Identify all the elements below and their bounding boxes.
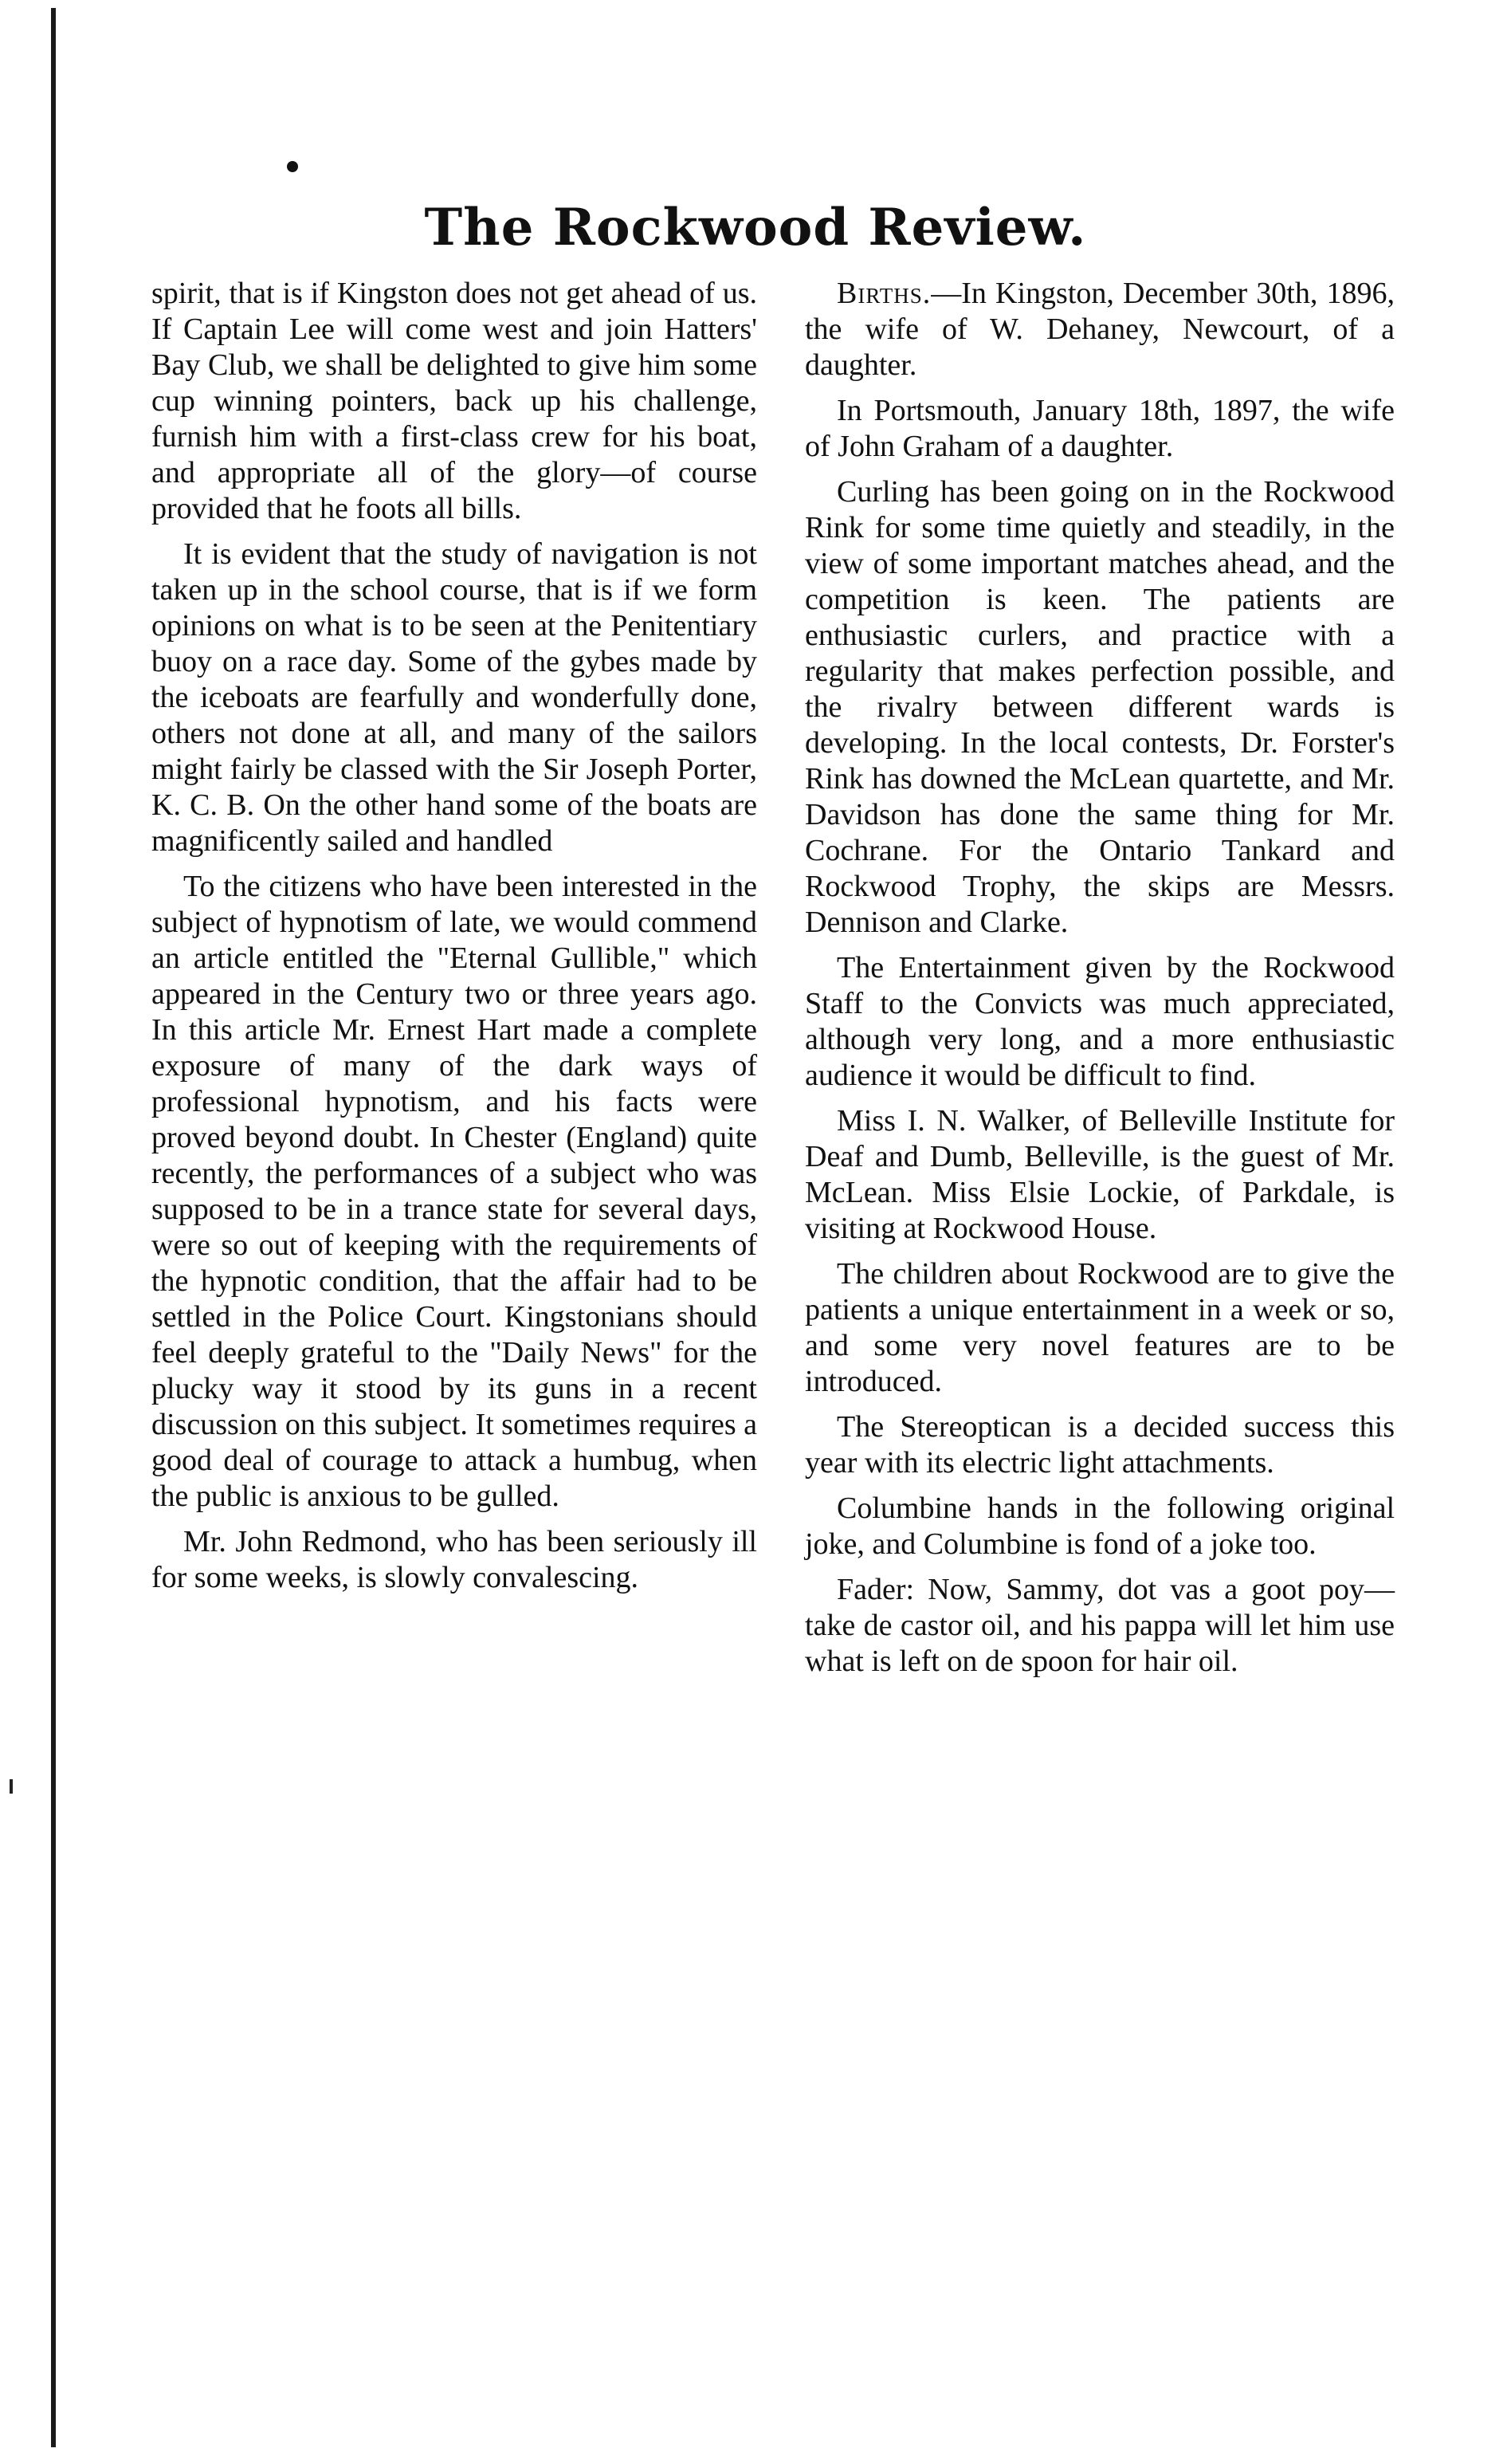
paragraph: The Stereoptican is a decided success this year with its electric light attachments. xyxy=(805,1410,1395,1480)
paragraph: Miss I. N. Walker, of Belleville Institute for Deaf and Dumb, Belleville, is the guest of Mr. McLean. Miss Elsie Lockie, of Parkdale, is visiting at Rockwood House. xyxy=(805,1104,1395,1245)
births-notice xyxy=(805,276,1395,383)
right-column xyxy=(805,276,1395,1689)
margin-mark xyxy=(10,1779,13,1794)
left-column xyxy=(151,276,757,1605)
page-edge-line xyxy=(51,8,56,2447)
paragraph: Mr. John Redmond, who has been seriously ill for some weeks, is slowly convalescing. xyxy=(151,1525,757,1594)
paragraph: Curling has been going on in the Rockwood Rink for some time quietly and steadily, in the view of some important matches ahead, and the competition is keen. The patients are enthusiastic curlers, and practice with a regularity that makes perfection possible, and the rivalry between different wards is developing. In the local contests, Dr. Forster's Rink has downed the McLean quartette, and Mr. Davidson has done the same thing for Mr. Cochrane. For the Ontario Tankard and Rockwood Trophy, the skips are Messrs. Dennison and Clarke. xyxy=(805,475,1395,939)
births-label: Births. xyxy=(837,277,932,310)
paragraph: Fader: Now, Sammy, dot vas a goot poy—take de castor oil, and his pappa will let him use what is left on de spoon for hair oil. xyxy=(805,1573,1395,1678)
ink-spot xyxy=(287,161,298,172)
page-title: The Rockwood Review. xyxy=(424,198,1087,257)
paragraph: It is evident that the study of navigation is not taken up in the school course, that is if we form opinions on what is to be seen at the Penitentiary buoy on a race day. Some of the gybes made by the iceboats are fearfully and wonderfully done, others not done at all, and many of the sailors might fairly be classed with the Sir Joseph Porter, K. C. B. On the other hand some of the boats are magnificently sailed and handled xyxy=(151,537,757,858)
births-text: —In Kingston, December 30th, 1896, the wife of W. Dehaney, Newcourt, of a daughter. xyxy=(805,277,1395,382)
paragraph: To the citizens who have been interested in the subject of hypnotism of late, we would commend an article entitled the "Eternal Gullible," which appeared in the Century two or three years ago. In this article Mr. Ernest Hart made a complete exposure of many of the dark ways of professional hypnotism, and his facts were proved beyond doubt. In Chester (England) quite recently, the performances of a subject who was supposed to be in a trance state for several days, were so out of keeping with the requirements of the hypnotic condition, that the affair had to be settled in the Police Court. Kingstonians should feel deeply grateful to the "Daily News" for the plucky way it stood by its guns in a recent discussion on this subject. It sometimes requires a good deal of courage to attack a humbug, when the public is anxious to be gulled. xyxy=(151,870,757,1513)
paragraph: spirit, that is if Kingston does not get ahead of us. If Captain Lee will come west and join Hatters' Bay Club, we shall be delighted to give him some cup winning pointers, back up his challenge, furnish him with a first-class crew for his boat, and appropriate all of the glory—of course provided that he foots all bills. xyxy=(151,277,757,525)
paragraph: The Entertainment given by the Rockwood Staff to the Convicts was much appreciated, although very long, and a more enthusiastic audience it would be difficult to find. xyxy=(805,951,1395,1092)
paragraph: The children about Rockwood are to give the patients a unique entertainment in a week or so, and some very novel features are to be introduced. xyxy=(805,1257,1395,1398)
paragraph: Columbine hands in the following original joke, and Columbine is fond of a joke too. xyxy=(805,1491,1395,1561)
paragraph: In Portsmouth, January 18th, 1897, the wife of John Graham of a daughter. xyxy=(805,394,1395,463)
